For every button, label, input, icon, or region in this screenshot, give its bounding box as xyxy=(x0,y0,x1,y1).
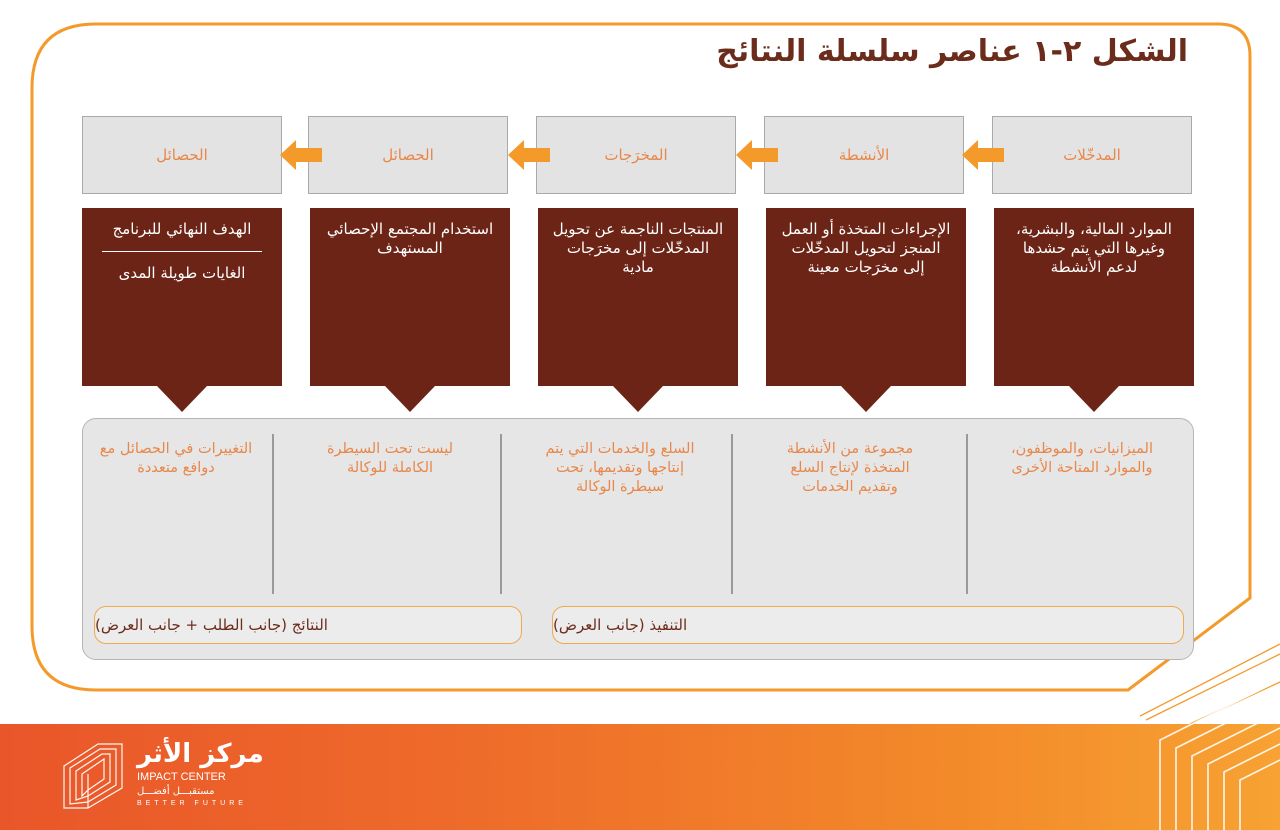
detail-outputs xyxy=(538,208,738,386)
arrow-left-icon xyxy=(962,140,1006,170)
detail-outcomes xyxy=(310,208,510,386)
detail-text: الهدف النهائي للبرنامج xyxy=(112,220,252,238)
column-divider xyxy=(966,434,968,594)
detail-impact xyxy=(82,208,282,386)
group-implementation: التنفيذ (جانب العرض) xyxy=(552,606,1184,644)
description-outputs: السلع والخدمات التي يتم إنتاجها وتقديمها، تحت سيطرة الوكالة xyxy=(545,441,695,495)
arrow-down-icon xyxy=(613,386,663,412)
logo-tagline-ar: مستقبـــل أفضـــل xyxy=(137,786,215,797)
arrow-down-icon xyxy=(1069,386,1119,412)
detail-text: الإجراءات المتخذة أو العمل المنجز لتحويل المدخّلات إلى مخرَجات معينة xyxy=(781,220,951,276)
description-outcomes: ليست تحت السيطرة الكاملة للوكالة xyxy=(326,441,454,476)
corner-decoration xyxy=(1120,620,1280,830)
group-results: النتائج (جانب الطلب + جانب العرض) xyxy=(94,606,522,644)
column-divider xyxy=(500,434,502,594)
stage-impact: الحصائل xyxy=(82,116,282,194)
detail-text: المنتجات الناجمة عن تحويل المدخّلات إلى مخرَجات مادية xyxy=(552,220,724,276)
logo-tagline-en: BETTER FUTURE xyxy=(137,800,247,807)
description-impact: التغييرات في الحصائل مع دوافع متعددة xyxy=(99,441,253,476)
logo-name-en: IMPACT CENTER xyxy=(137,771,226,783)
stage-outputs: المخرَجات xyxy=(536,116,736,194)
figure-title: الشكل ٢-١ عناصر سلسلة النتائج xyxy=(716,34,1188,69)
detail-divider xyxy=(102,251,262,252)
arrow-down-icon xyxy=(385,386,435,412)
logo-name-ar: مركز الأثر xyxy=(137,739,264,769)
stage-activities: الأنشطة xyxy=(764,116,964,194)
detail-text: الموارد المالية، والبشرية، وغيرها التي يتم حشدها لدعم الأنشطة xyxy=(1016,220,1172,276)
detail-activities xyxy=(766,208,966,386)
detail-subtext: الغايات طويلة المدى xyxy=(118,264,246,282)
stage-inputs: المدخّلات xyxy=(992,116,1192,194)
arrow-left-icon xyxy=(736,140,780,170)
column-divider xyxy=(272,434,274,594)
arrow-down-icon xyxy=(157,386,207,412)
impact-center-logo-icon xyxy=(58,738,128,812)
column-divider xyxy=(731,434,733,594)
stage-outcomes: الحصائل xyxy=(308,116,508,194)
arrow-left-icon xyxy=(508,140,552,170)
description-inputs: الميزانيات، والموظفون، والموارد المتاحة الأخرى xyxy=(1010,441,1154,476)
description-activities: مجموعة من الأنشطة المتخذة لإنتاج السلع وتقديم الخدمات xyxy=(786,441,914,495)
arrow-down-icon xyxy=(841,386,891,412)
arrow-left-icon xyxy=(280,140,324,170)
detail-text: استخدام المجتمع الإحصائي المستهدف xyxy=(326,220,494,257)
detail-inputs xyxy=(994,208,1194,386)
